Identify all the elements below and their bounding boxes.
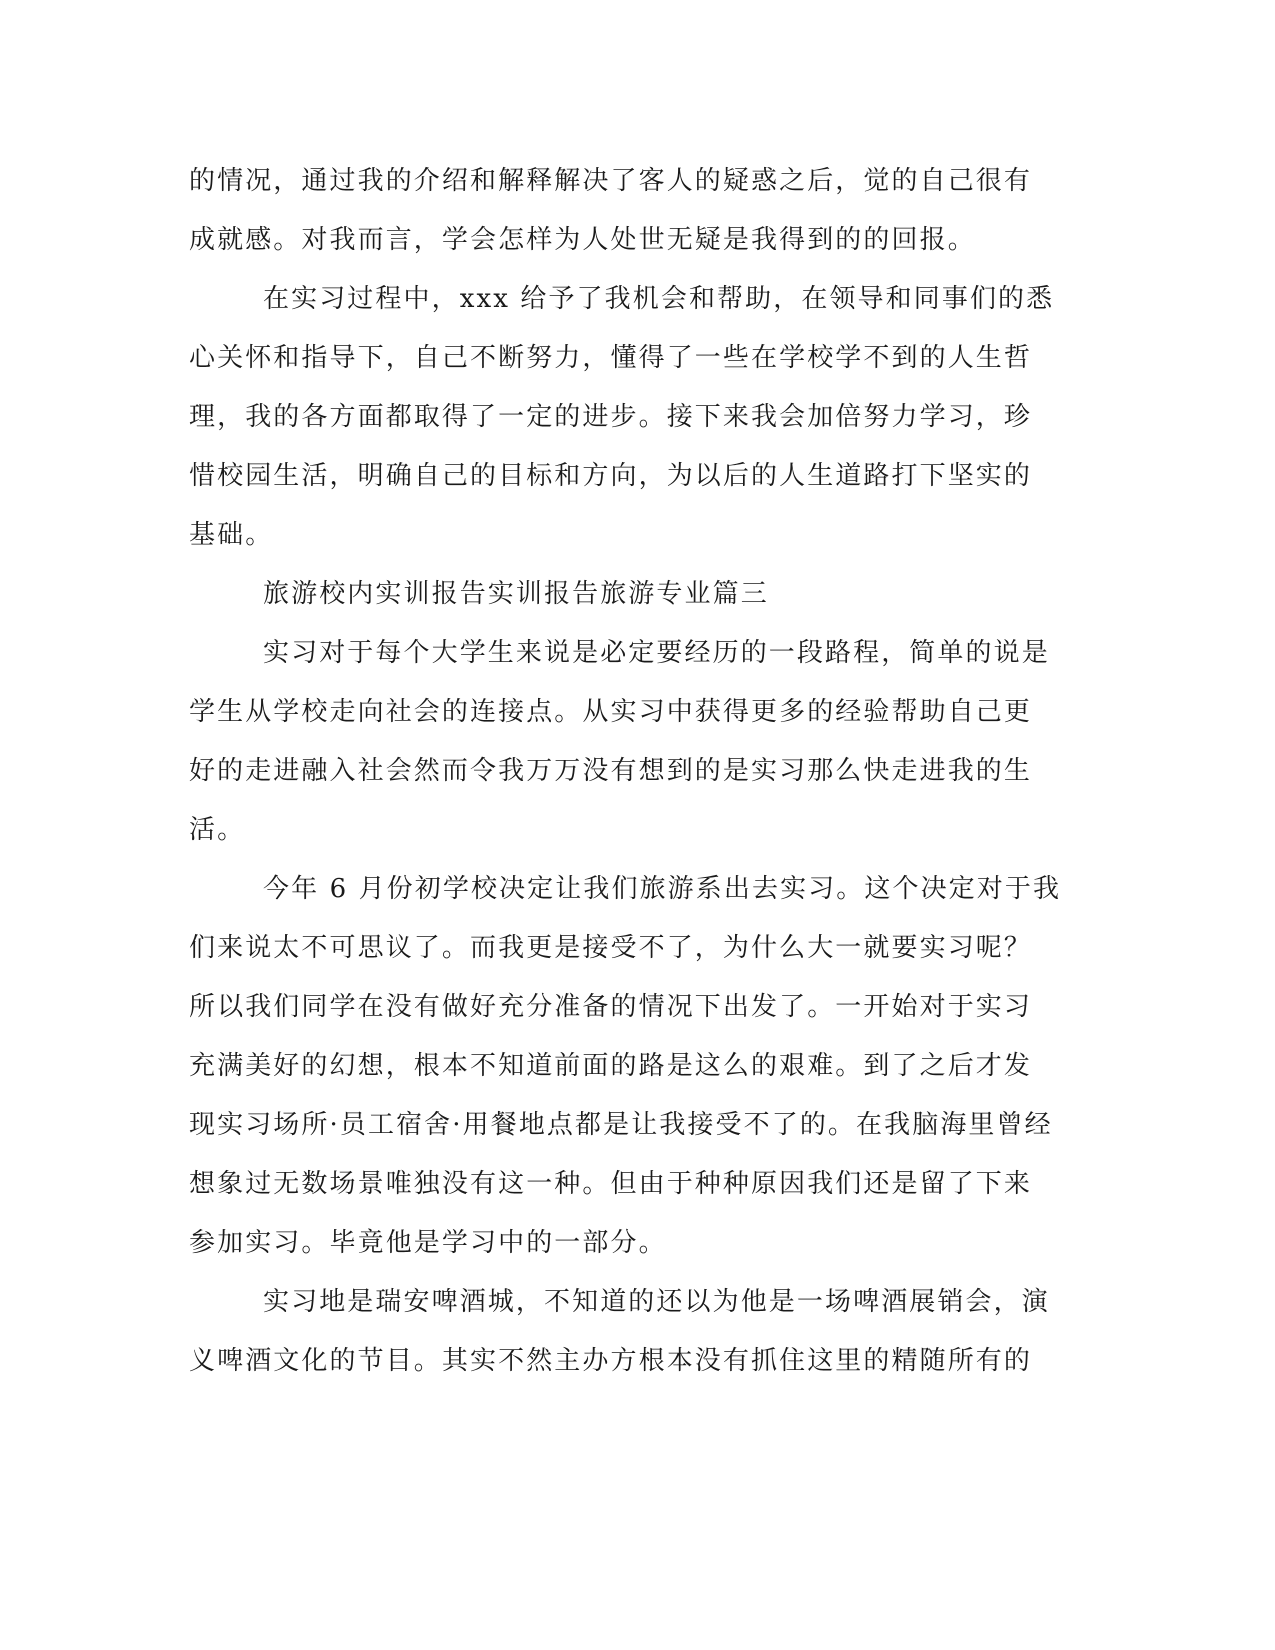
text-line: 心关怀和指导下，自己不断努力，懂得了一些在学校学不到的人生哲 [189,343,1033,373]
text-line: 现实习场所·员工宿舍·用餐地点都是让我接受不了的。在我脑海里曾经 [189,1110,1053,1140]
paragraph-start-line: 实习地是瑞安啤酒城，不知道的还以为他是一场啤酒展销会，演 [263,1287,1050,1317]
text-line: 所以我们同学在没有做好充分准备的情况下出发了。一开始对于实习 [189,992,1033,1022]
paragraph-start-line: 今年 6 月份初学校决定让我们旅游系出去实习。这个决定对于我 [263,874,1062,904]
text-line: 的情况，通过我的介绍和解释解决了客人的疑惑之后，觉的自己很有 [189,166,1033,196]
text-line: 想象过无数场景唯独没有这一种。但由于种种原因我们还是留了下来 [189,1169,1033,1199]
text-line: 充满美好的幻想，根本不知道前面的路是这么的艰难。到了之后才发 [189,1051,1033,1081]
text-line: 理，我的各方面都取得了一定的进步。接下来我会加倍努力学习，珍 [189,402,1033,432]
text-line: 惜校园生活，明确自己的目标和方向，为以后的人生道路打下坚实的 [189,461,1033,491]
text-line: 成就感。对我而言，学会怎样为人处世无疑是我得到的的回报。 [189,225,976,255]
text-line: 参加实习。毕竟他是学习中的一部分。 [189,1228,667,1258]
text-line: 们来说太不可思议了。而我更是接受不了，为什么大一就要实习呢？ [189,933,1033,963]
paragraph-start-line: 实习对于每个大学生来说是必定要经历的一段路程，简单的说是 [263,638,1050,668]
text-line: 学生从学校走向社会的连接点。从实习中获得更多的经验帮助自己更 [189,697,1033,727]
section-heading: 旅游校内实训报告实训报告旅游专业篇三 [263,579,769,609]
paragraph-start-line: 在实习过程中，xxx 给予了我机会和帮助，在领导和同事们的悉 [263,284,1055,314]
text-line: 义啤酒文化的节目。其实不然主办方根本没有抓住这里的精随所有的 [189,1346,1033,1376]
text-line: 活。 [189,815,246,845]
text-line: 好的走进融入社会然而令我万万没有想到的是实习那么快走进我的生 [189,756,1033,786]
text-line: 基础。 [189,520,274,550]
